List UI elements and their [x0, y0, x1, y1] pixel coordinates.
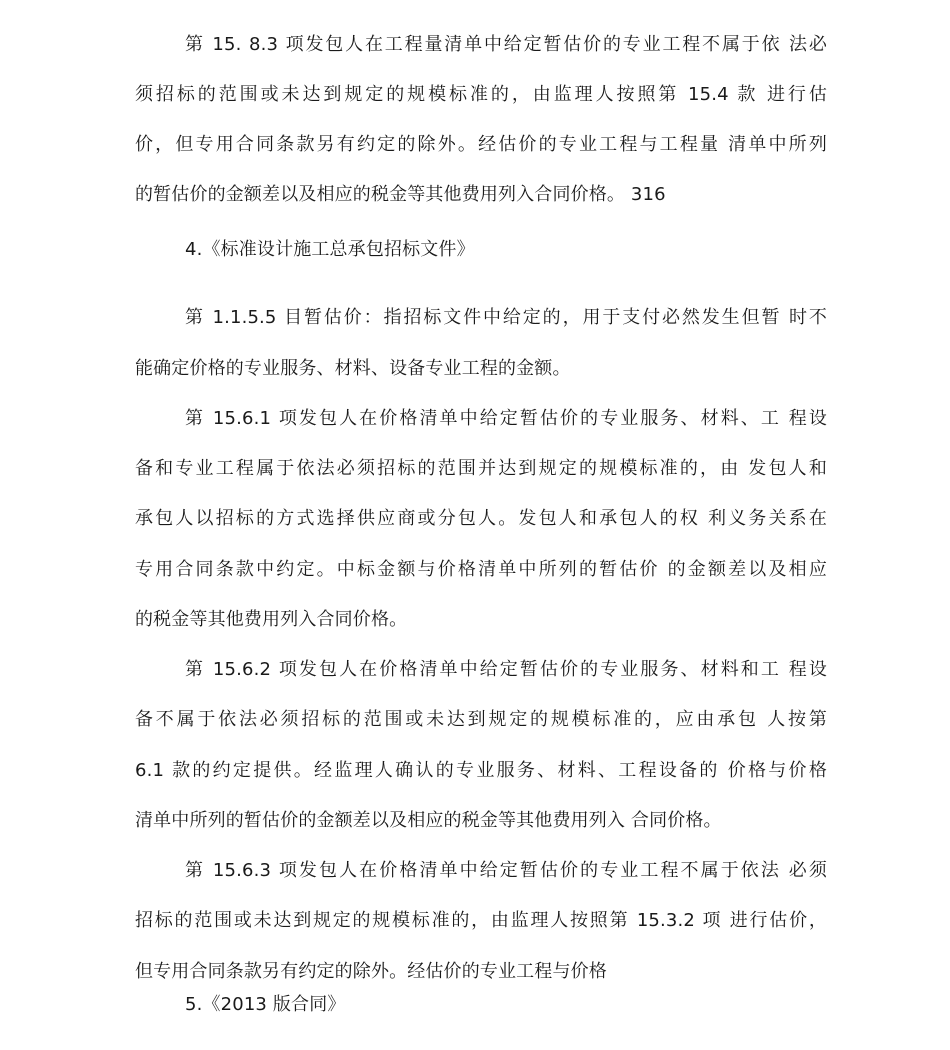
- text-line: 但专用合同条款另有约定的除外。经估价的专业工程与价格: [135, 961, 607, 982]
- text-line: 的税金等其他费用列入合同价格。: [135, 609, 408, 630]
- text-line: 备不属于依法必须招标的范围或未达到规定的规模标准的，应由承包 人按第: [135, 709, 827, 730]
- text-line: 承包人以招标的方式选择供应商或分包人。发包人和承包人的权 利义务关系在: [135, 508, 827, 529]
- text-line: 第 1.1.5.5 目暂估价：指招标文件中给定的，用于支付必然发生但暂 时不: [185, 307, 827, 328]
- text-line: 备和专业工程属于依法必须招标的范围并达到规定的规模标准的，由 发包人和: [135, 458, 827, 479]
- section-heading: 5.《2013 版合同》: [185, 994, 346, 1015]
- text-line: 的暂估价的金额差以及相应的税金等其他费用列入合同价格。 316: [135, 184, 666, 205]
- text-line: 第 15. 8.3 项发包人在工程量清单中给定暂估价的专业工程不属于依 法必: [185, 34, 827, 55]
- text-line: 须招标的范围或未达到规定的规模标准的，由监理人按照第 15.4 款 进行估: [135, 84, 827, 105]
- text-line: 清单中所列的暂估价的金额差以及相应的税金等其他费用列入 合同价格。: [135, 810, 722, 831]
- text-line: 专用合同条款中约定。中标金额与价格清单中所列的暂估价 的金额差以及相应: [135, 559, 827, 580]
- text-line: 价，但专用合同条款另有约定的除外。经估价的专业工程与工程量 清单中所列: [135, 134, 827, 155]
- text-line: 招标的范围或未达到规定的规模标准的，由监理人按照第 15.3.2 项 进行估价，: [135, 910, 827, 931]
- text-line: 6.1 款的约定提供。经监理人确认的专业服务、材料、工程设备的 价格与价格: [135, 760, 827, 781]
- section-heading: 4.《标准设计施工总承包招标文件》: [185, 239, 475, 260]
- text-line: 能确定价格的专业服务、材料、设备专业工程的金额。: [135, 358, 571, 379]
- text-line: 第 15.6.1 项发包人在价格清单中给定暂估价的专业服务、材料、工 程设: [185, 408, 827, 429]
- text-line: 第 15.6.2 项发包人在价格清单中给定暂估价的专业服务、材料和工 程设: [185, 659, 827, 680]
- text-line: 第 15.6.3 项发包人在价格清单中给定暂估价的专业工程不属于依法 必须: [185, 860, 827, 881]
